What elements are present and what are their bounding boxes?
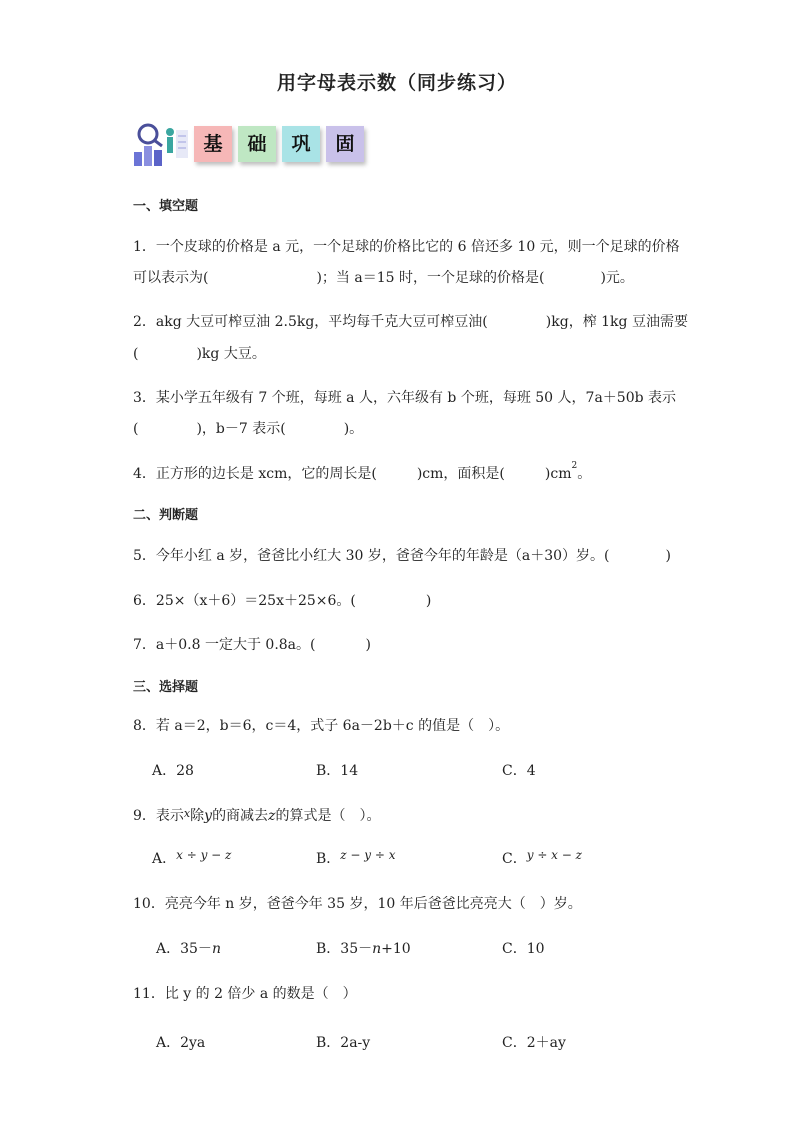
question-5: 5．今年小红 a 岁，爸爸比小红大 30 岁，爸爸今年的年龄是（a＋30）岁。( ) bbox=[133, 548, 671, 564]
q11-option-b[interactable]: B．2a-y bbox=[316, 1035, 371, 1051]
question-10-stem: 10．亮亮今年 n 岁，爸爸今年 35 岁，10 年后爸爸比亮亮大（ ）岁。 bbox=[133, 896, 582, 912]
question-4: 4．正方形的边长是 xcm，它的周长是( )cm，面积是( )$cm^2$。 bbox=[133, 461, 592, 482]
page-title: 用字母表示数（同步练习） bbox=[276, 72, 517, 94]
q8-option-c[interactable]: C．4 bbox=[502, 763, 536, 779]
question-6: 6．25×（x＋6）＝25x＋25×6。( ) bbox=[133, 593, 432, 609]
q10-option-b[interactable]: B．35－n+10 bbox=[316, 941, 411, 957]
question-1-line-1: 1．一个皮球的价格是 a 元，一个足球的价格比它的 6 倍还多 10 元，则一个足球的价格 bbox=[133, 239, 680, 255]
q9-option-a[interactable]: A．x ÷ y − z bbox=[152, 848, 232, 867]
banner-tile-gu: 固 bbox=[326, 126, 364, 162]
banner-tile-ji: 基 bbox=[194, 126, 232, 162]
q10-option-c[interactable]: C．10 bbox=[502, 941, 545, 957]
question-7: 7．a＋0.8 一定大于 0.8a。( ) bbox=[133, 637, 371, 653]
section-banner bbox=[132, 120, 372, 170]
q8-option-b[interactable]: B．14 bbox=[316, 763, 359, 779]
q9-option-b[interactable]: B．z − y ÷ x bbox=[316, 848, 396, 867]
question-11-stem: 11．比 y 的 2 倍少 a 的数是（ ） bbox=[133, 986, 357, 1002]
q11-option-c[interactable]: C．2＋ay bbox=[502, 1035, 566, 1051]
q11-option-a[interactable]: A．2ya bbox=[156, 1035, 206, 1051]
q8-option-a[interactable]: A．28 bbox=[152, 763, 194, 779]
question-2-line-1: 2．akg 大豆可榨豆油 2.5kg，平均每千克大豆可榨豆油( )kg，榨 1kg 豆油需要 bbox=[133, 314, 688, 330]
question-1-line-2: 可以表示为( )；当 a＝15 时，一个足球的价格是( )元。 bbox=[133, 270, 634, 286]
question-2-line-2: ( )kg 大豆。 bbox=[133, 346, 266, 362]
banner-tile-gong: 巩 bbox=[282, 126, 320, 162]
section-fill-blank: 一、填空题 bbox=[133, 199, 199, 214]
banner-tile-chu: 础 bbox=[238, 126, 276, 162]
magnifier-chart-icon bbox=[132, 122, 190, 168]
q9-option-c[interactable]: C．y ÷ x − z bbox=[502, 848, 582, 867]
section-multiple-choice: 三、选择题 bbox=[133, 680, 199, 695]
question-9-stem: 9．表示$^x$除y的商减去z的算式是（ ）。 bbox=[133, 807, 381, 824]
question-3-line-1: 3．某小学五年级有 7 个班，每班 a 人，六年级有 b 个班，每班 50 人，7a＋50b 表示 bbox=[133, 390, 677, 406]
q10-option-a[interactable]: A．35－n bbox=[156, 941, 221, 957]
section-true-false: 二、判断题 bbox=[133, 508, 199, 523]
question-3-line-2: ( )，b－7 表示( )。 bbox=[133, 421, 364, 437]
question-8-stem: 8．若 a＝2，b＝6，c＝4，式子 6a－2b＋c 的值是（ ）。 bbox=[133, 718, 510, 734]
